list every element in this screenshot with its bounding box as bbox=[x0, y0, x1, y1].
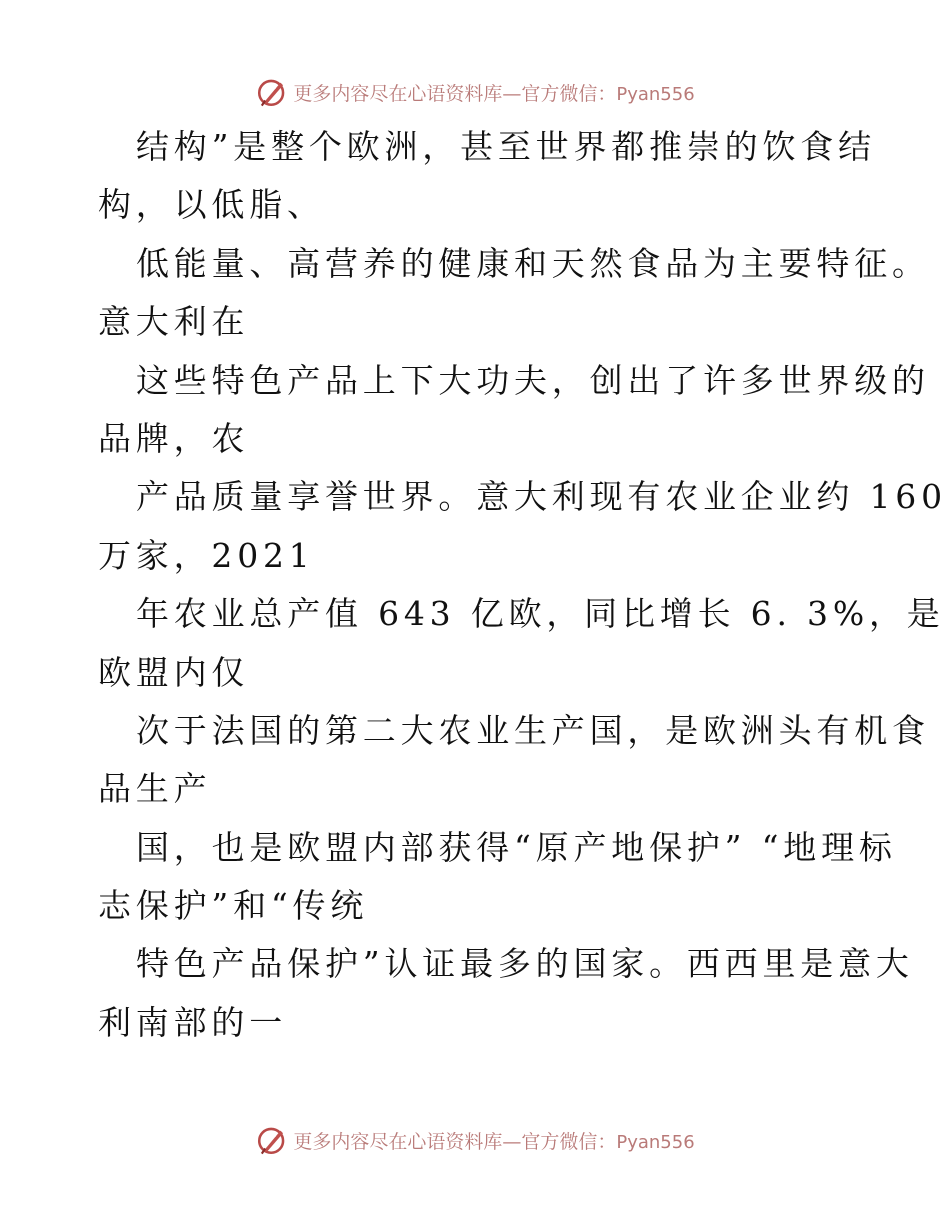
quill-logo-icon bbox=[255, 75, 289, 109]
text-line: 品生产 bbox=[98, 769, 212, 809]
banner-text: 更多内容尽在心语资料库—官方微信：Pyan556 bbox=[293, 1130, 695, 1153]
footer-banner bbox=[0, 1120, 950, 1160]
header-banner bbox=[0, 72, 950, 112]
text-line: 特色产品保护”认证最多的国家。西西里是意大 bbox=[136, 944, 914, 984]
text-line: 结构”是整个欧洲，甚至世界都推崇的饮食结 bbox=[136, 127, 876, 166]
text-line: 欧盟内仅 bbox=[98, 652, 250, 692]
document-body bbox=[98, 118, 947, 1052]
text-line: 万家，2021 bbox=[98, 535, 315, 575]
text-line: 这些特色产品上下大功夫，创出了许多世界级的 bbox=[136, 360, 930, 400]
quill-logo-icon bbox=[255, 1123, 289, 1157]
text-line: 产品质量享誉世界。意大利现有农业企业约 160 bbox=[136, 477, 947, 517]
text-line: 意大利在 bbox=[98, 302, 250, 342]
text-line: 国，也是欧盟内部获得“原产地保护” “地理标 bbox=[136, 827, 897, 867]
text-line: 年农业总产值 643 亿欧，同比增长 6. 3%，是 bbox=[136, 594, 945, 634]
text-line: 构，以低脂、 bbox=[98, 185, 325, 225]
text-line: 利南部的一 bbox=[98, 1002, 287, 1042]
text-line: 次于法国的第二大农业生产国，是欧洲头有机食 bbox=[136, 710, 930, 750]
text-line: 志保护”和“传统 bbox=[98, 886, 369, 926]
text-line: 低能量、高营养的健康和天然食品为主要特征。 bbox=[136, 243, 930, 283]
text-line: 品牌，农 bbox=[98, 418, 250, 458]
banner-text: 更多内容尽在心语资料库—官方微信：Pyan556 bbox=[293, 82, 695, 105]
